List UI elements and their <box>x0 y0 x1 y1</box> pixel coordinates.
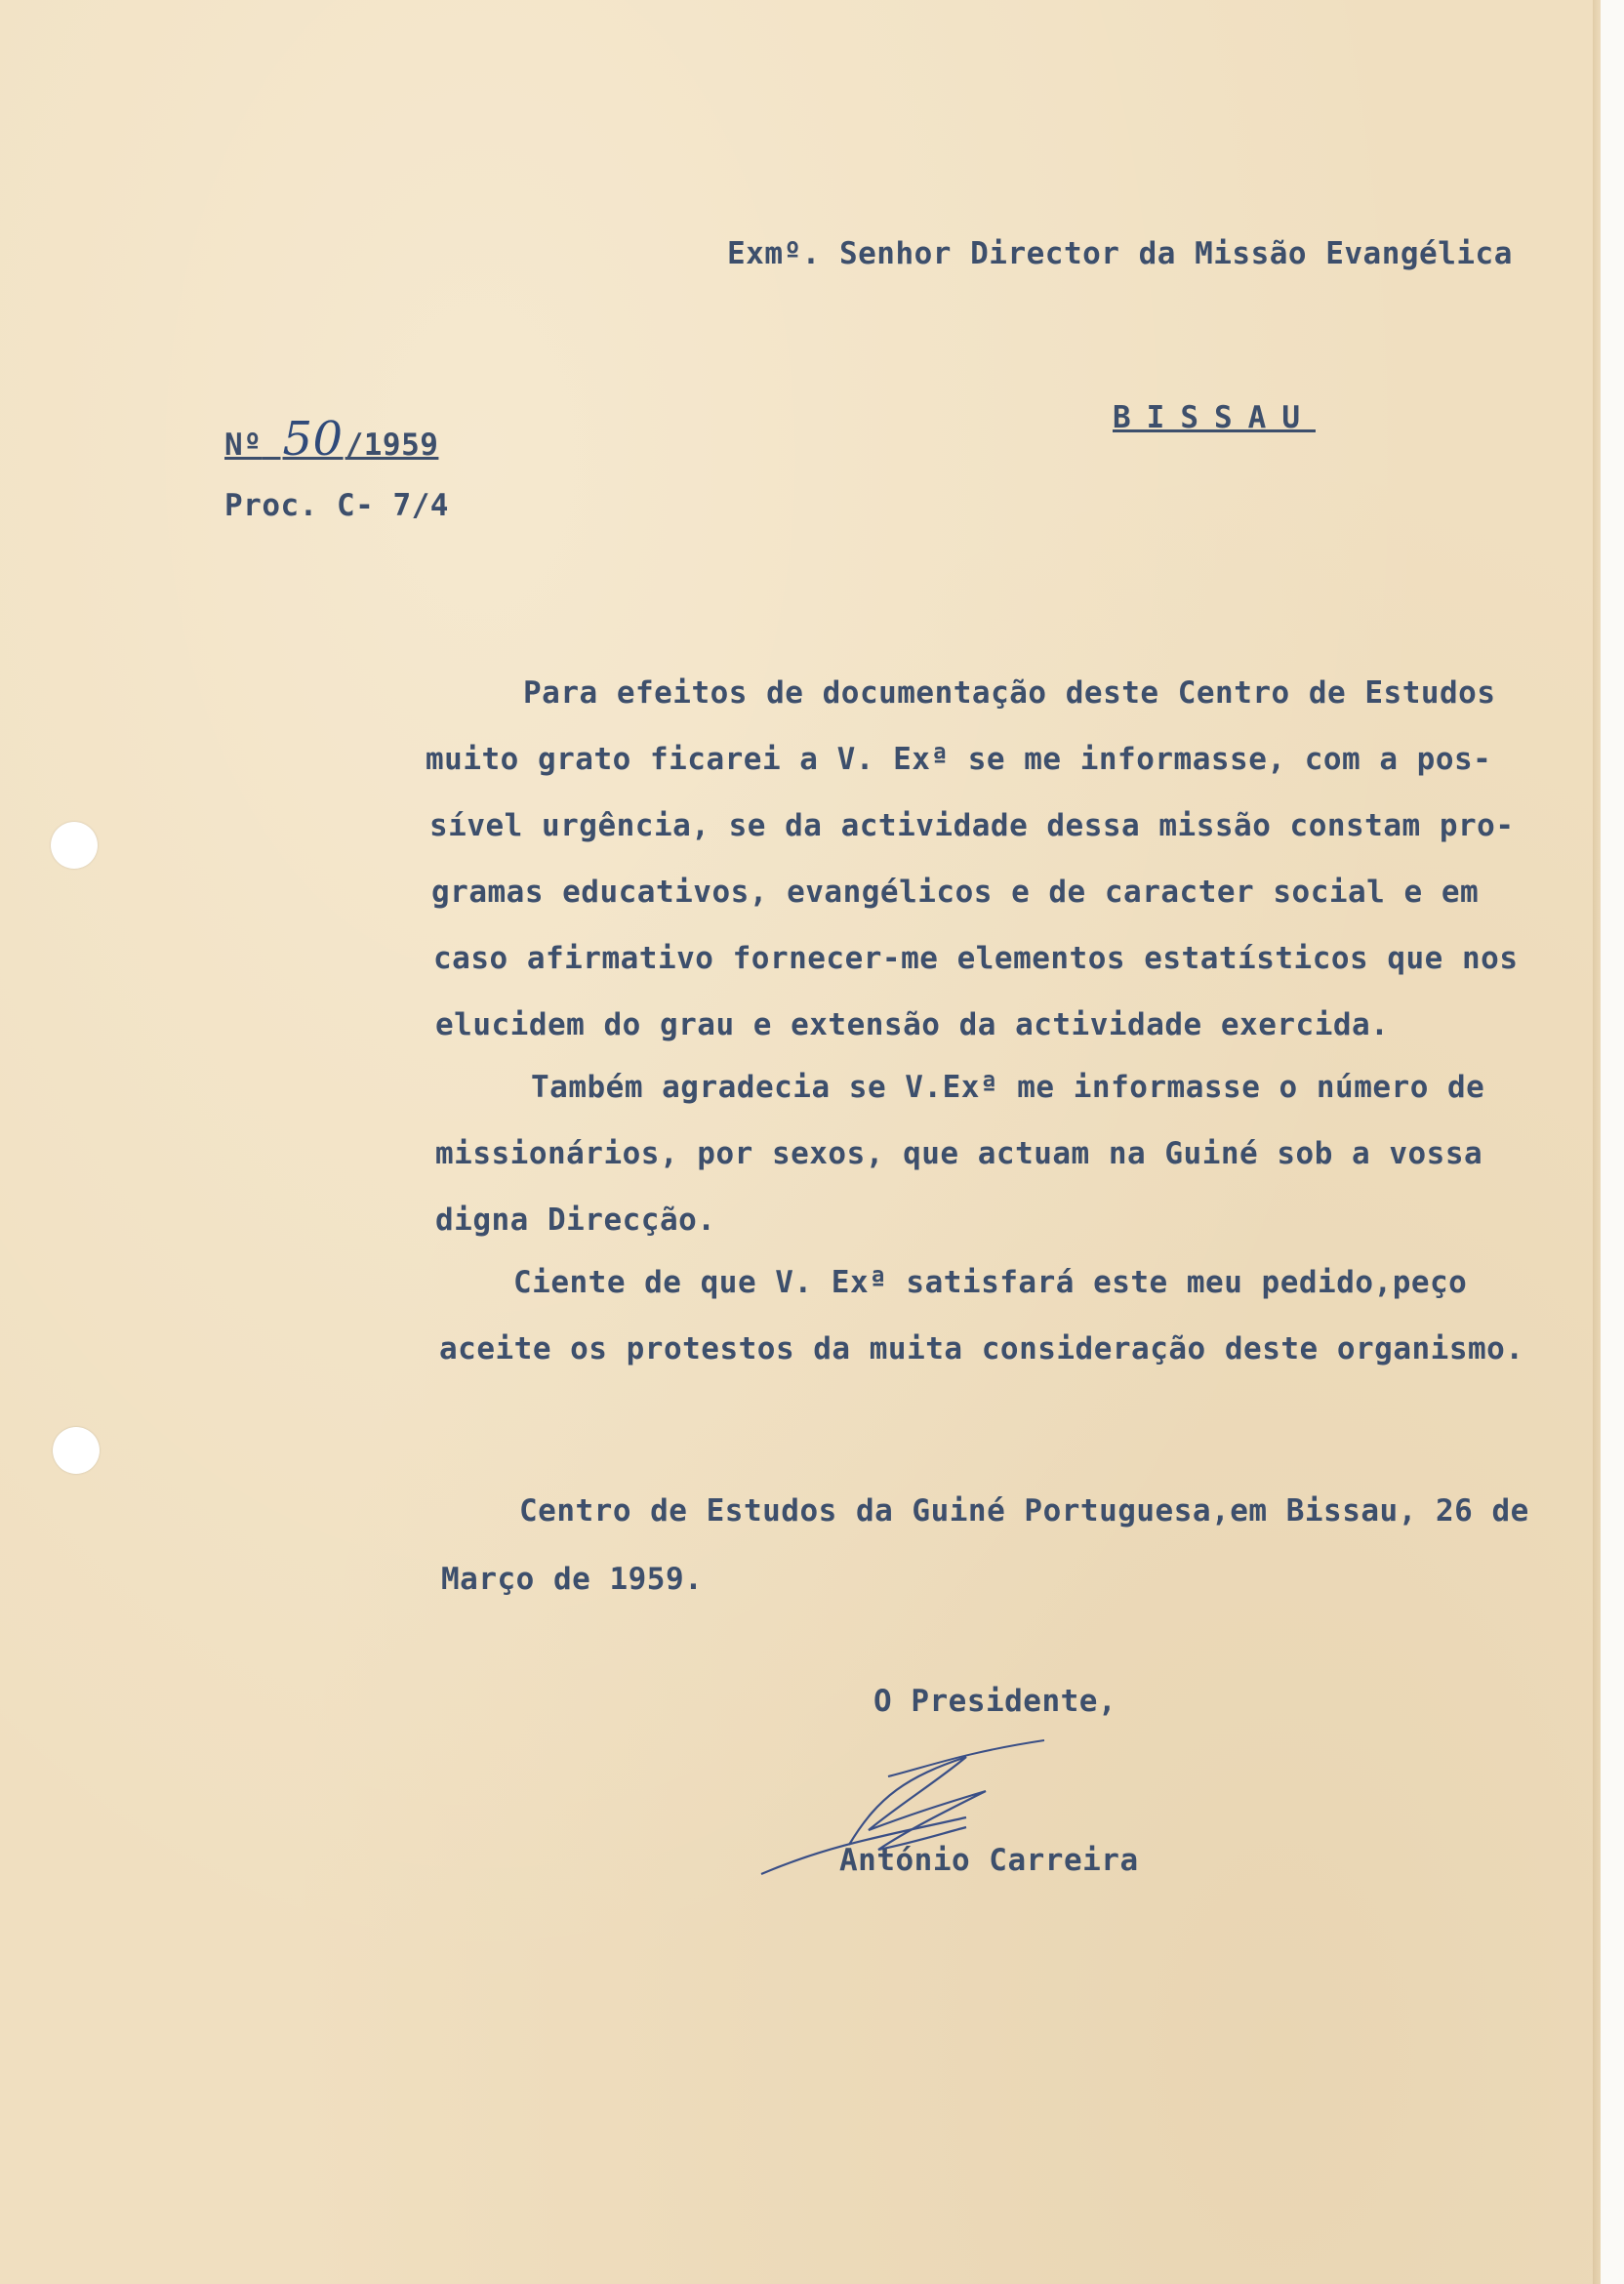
body-line-9: digna Direcção. <box>435 1203 716 1238</box>
closing-title: O Presidente, <box>873 1684 1117 1719</box>
reference-number-handwritten: 50 <box>282 412 344 467</box>
reference-number <box>224 412 438 467</box>
reference-prefix: Nº <box>224 428 263 463</box>
body-line-10: Ciente de que V. Exª satisfará este meu pedido,peço <box>513 1265 1468 1300</box>
body-line-5: caso afirmativo fornecer-me elementos estatísticos que nos <box>433 941 1519 976</box>
signatory-name: António Carreira <box>839 1843 1139 1878</box>
body-line-11: aceite os protestos da muita consideração deste organismo. <box>439 1331 1524 1366</box>
body-line-1: Para efeitos de documentação deste Centro de Estudos <box>523 675 1496 711</box>
body-line-3: sível urgência, se da actividade dessa missão constam pro- <box>429 808 1515 843</box>
body-line-7: Também agradecia se V.Exª me informasse o número de <box>531 1070 1485 1105</box>
body-line-6: elucidem do grau e extensão da actividade exercida. <box>435 1007 1390 1042</box>
scan-background-strip <box>1601 0 1624 2284</box>
place-date-line-2: Março de 1959. <box>441 1562 704 1597</box>
reference-year: /1959 <box>345 428 439 463</box>
punch-hole-lower <box>53 1427 100 1474</box>
city-heading: BISSAU <box>1113 400 1316 435</box>
body-line-8: missionários, por sexos, que actuam na Guiné sob a vossa <box>435 1136 1483 1171</box>
addressee-line: Exmº. Senhor Director da Missão Evangélica <box>727 236 1513 271</box>
body-line-4: gramas educativos, evangélicos e de caracter social e em <box>431 875 1480 910</box>
process-reference: Proc. C- 7/4 <box>224 488 449 523</box>
punch-hole-upper <box>51 822 98 869</box>
place-date-line-1: Centro de Estudos da Guiné Portuguesa,em Bissau, 26 de <box>519 1493 1529 1529</box>
body-line-2: muito grato ficarei a V. Exª se me informasse, com a pos- <box>426 742 1492 777</box>
